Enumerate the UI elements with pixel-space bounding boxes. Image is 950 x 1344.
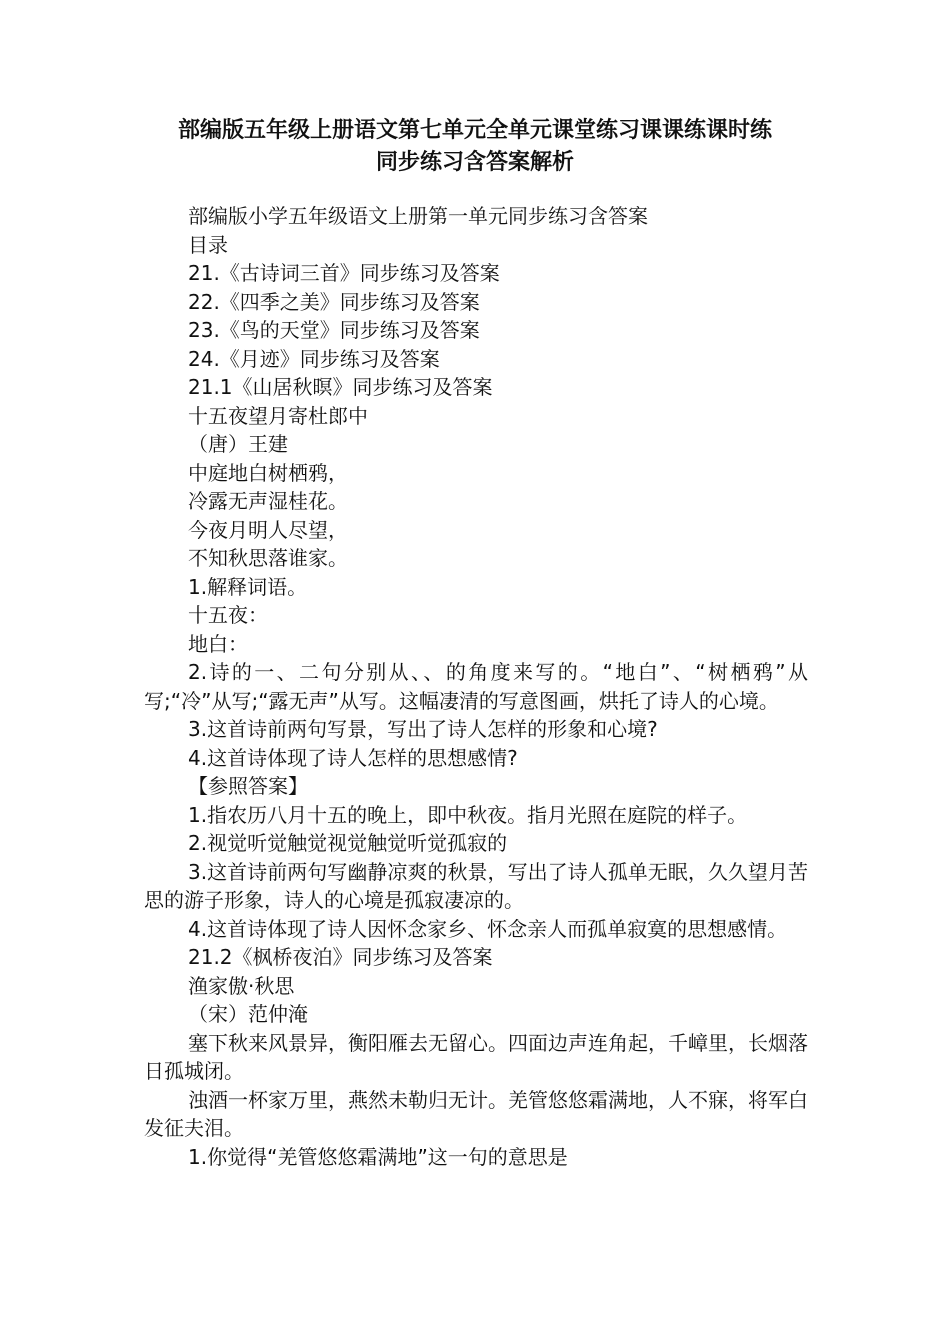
question: 4.这首诗体现了诗人怎样的思想感情? [188, 745, 518, 770]
poem-title: 渔家傲·秋思 [188, 973, 295, 998]
toc-item: 24.《月迹》同步练习及答案 [188, 346, 440, 371]
document-title [0, 115, 950, 179]
paragraph: 目录 [188, 232, 228, 257]
section-heading: 21.2《枫桥夜泊》同步练习及答案 [188, 945, 493, 969]
toc-item: 21.《古诗词三首》同步练习及答案 [188, 261, 500, 285]
poem-author: （唐）王建 [188, 432, 288, 456]
poem-stanza: 塞下秋来风景异，衡阳雁去无留心。四面边声连角起，千嶂里，长烟落日孤城闭。 [144, 1030, 808, 1083]
poem-line: 不知秋思落谁家。 [188, 546, 348, 570]
question-item: 地白： [188, 631, 248, 656]
section-heading: 21.1《山居秋暝》同步练习及答案 [188, 375, 493, 399]
title-line-2: 同步练习含答案解析 [375, 150, 574, 175]
question: 1.你觉得“羌管悠悠霜满地”这一句的意思是 [188, 1144, 568, 1169]
question-item: 十五夜： [188, 603, 268, 627]
question: 2.诗的一、二句分别从、、的角度来写的。“地白”、“树栖鸦”从写;“冷”从写;“露无声”从写。这幅凄清的写意图画，烘托了诗人的心境。 [144, 660, 808, 713]
answer: 1.指农历八月十五的晚上，即中秋夜。指月光照在庭院的样子。 [188, 802, 748, 827]
toc-item: 23.《鸟的天堂》同步练习及答案 [188, 318, 480, 342]
question: 1.解释词语。 [188, 574, 308, 599]
toc-item: 22.《四季之美》同步练习及答案 [188, 289, 480, 314]
answer-heading: 【参照答案】 [188, 774, 308, 798]
paragraph: 部编版小学五年级语文上册第一单元同步练习含答案 [188, 204, 648, 228]
poem-line: 中庭地白树栖鸦， [188, 460, 348, 485]
title-line-1: 部编版五年级上册语文第七单元全单元课堂练习课课练课时练 [177, 118, 772, 143]
answer: 4.这首诗体现了诗人因怀念家乡、怀念亲人而孤单寂寞的思想感情。 [188, 916, 788, 941]
poem-title: 十五夜望月寄杜郎中 [188, 403, 368, 428]
question: 3.这首诗前两句写景，写出了诗人怎样的形象和心境? [188, 717, 658, 741]
poem-stanza: 浊酒一杯家万里，燕然未勒归无计。羌管悠悠霜满地，人不寐，将军白发征夫泪。 [144, 1087, 808, 1140]
answer: 2.视觉听觉触觉视觉触觉听觉孤寂的 [188, 831, 508, 855]
answer: 3.这首诗前两句写幽静凉爽的秋景，写出了诗人孤单无眠，久久望月苦思的游子形象，诗人的心境是孤寂凄凉的。 [144, 859, 808, 912]
document-body [144, 202, 808, 1171]
poem-line: 冷露无声湿桂花。 [188, 489, 348, 513]
poem-author: （宋）范仲淹 [188, 1002, 308, 1026]
poem-line: 今夜月明人尽望， [188, 517, 348, 542]
